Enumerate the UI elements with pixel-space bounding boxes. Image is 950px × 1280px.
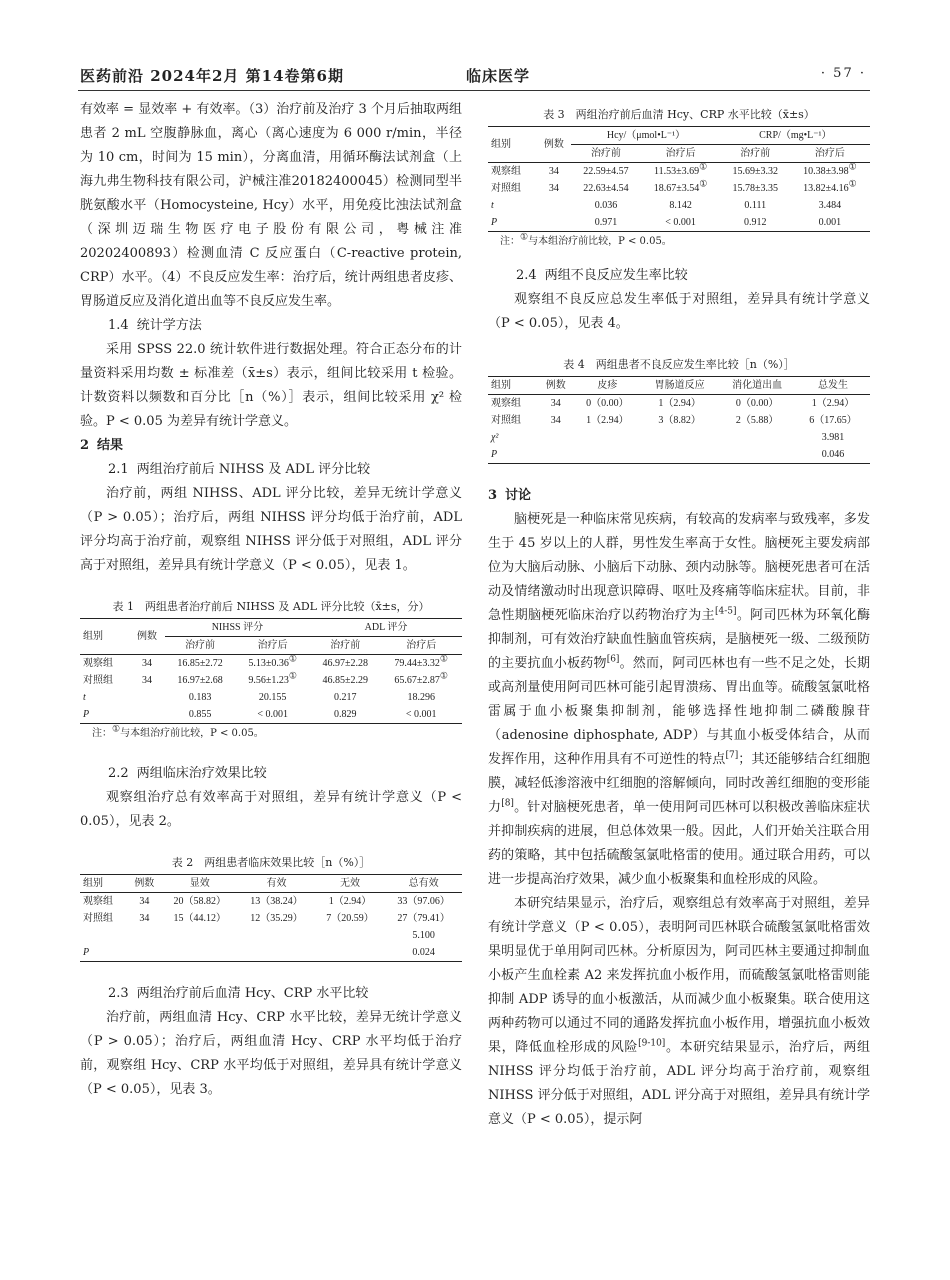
cell: 0.111 [744, 200, 767, 211]
cell: 对照组 [83, 675, 113, 686]
cell: χ² [491, 432, 499, 443]
cell: 8.142 [669, 200, 692, 211]
cell [641, 163, 721, 181]
table-3-caption: 表 3 两组治疗前后血清 Hcy、CRP 水平比较（x̄±s） [543, 108, 815, 121]
cell: 46.85±2.29 [322, 675, 368, 686]
cell [238, 944, 315, 962]
cell: 观察组 [491, 398, 521, 409]
cell-value: 79.44±3.32 [394, 658, 440, 669]
col-header: 治疗前 [165, 637, 235, 655]
heading-3 [488, 484, 870, 508]
statistics-paragraph: 采用 SPSS 22.0 统计软件进行数据处理。符合正态分布的计量资料采用均数 ± 标准差（x̄±s）表示，组间比较采用 t 检验。计数资料以频数和百分比［n（%）］表示，组间比较采用 χ² 检验。P < 0.05 为差异有统计学意义。 [80, 342, 462, 429]
text-run: ；其还能够结合红细胞膜，减轻低渗溶液中红细胞的溶解倾向，同时改善红细胞的变形能力 [488, 752, 870, 815]
cell [790, 180, 870, 197]
cell [718, 429, 796, 446]
result-paragraph-1: 治疗前，两组 NIHSS、ADL 评分比较，差异无统计学意义（P > 0.05）；治疗后，两组 NIHSS 评分均低于治疗前，ADL 评分均高于治疗前，观察组 NIHSS 评分低于对照组，ADL 评分高于对照组，差异具有统计学意义（P < 0.05），见表 1。 [80, 486, 462, 573]
cell [641, 446, 719, 464]
footnote-mark: ① [288, 653, 297, 664]
footnote-mark: ① [520, 232, 529, 243]
cell: 27（79.41） [397, 913, 450, 924]
cell [641, 180, 721, 197]
cell [235, 672, 310, 689]
col-header: CRP/（mg•L⁻¹） [721, 127, 870, 145]
cell: 22.59±4.57 [583, 166, 629, 177]
cell: 34 [139, 896, 150, 907]
cell: P [80, 706, 129, 724]
heading-text: 两组不良反应发生率比较 [544, 268, 688, 283]
col-header: 治疗后 [380, 637, 462, 655]
cell-value: 13.82±4.16 [803, 183, 849, 194]
table-1 [80, 618, 462, 724]
table-4 [488, 376, 870, 464]
cell [538, 429, 574, 446]
cell-value: 5.13±0.36 [248, 658, 289, 669]
cell: 0.912 [721, 214, 790, 232]
citation: [6] [606, 654, 620, 665]
left-column [80, 98, 462, 1102]
cell: 16.97±2.68 [177, 675, 223, 686]
text-run: 。然而，阿司匹林也有一些不足之处，长期或高剂量使用阿司匹林可能引起胃溃疡、胃出血等。硫酸氢氯吡格雷属于血小板聚集抑制剂，能够选择性地抑制二磷酸腺苷（adenosine diphosphate, ADP）与其血小板受体结合，从而发挥作用，这种作用具有不可逆性的特点 [488, 656, 870, 767]
citation: [8] [501, 798, 514, 809]
cell: 34 [139, 913, 150, 924]
citation: [9-10] [638, 1038, 666, 1049]
col-header: 例数 [538, 377, 574, 395]
col-header: ADL 评分 [310, 619, 462, 637]
cell: 0.829 [310, 706, 380, 724]
cell [161, 944, 238, 962]
cell [238, 927, 315, 944]
table-row [488, 429, 870, 446]
cell: 20（58.82） [173, 896, 227, 907]
cell: 15.69±3.32 [732, 166, 778, 177]
cell: t [83, 692, 86, 703]
heading-number: 2 [80, 438, 90, 453]
cell: 0.024 [385, 944, 462, 962]
heading-text: 两组临床治疗效果比较 [136, 766, 267, 781]
cell [129, 689, 165, 706]
cell: P [488, 214, 536, 232]
cell [790, 163, 870, 181]
cell: 对照组 [491, 415, 521, 426]
cell: 观察组 [83, 896, 113, 907]
cell [536, 197, 571, 214]
cell: 16.85±2.72 [177, 658, 223, 669]
table-row [80, 689, 462, 706]
heading-2-3 [80, 982, 462, 1006]
text-run: 。阿司匹林为环氧化酶抑制剂，可有效治疗缺血性脑血管疾病，是脑梗死一级、二级预防的主要抗血小板药物 [488, 608, 870, 671]
cell: 3.981 [821, 432, 845, 443]
heading-text: 两组治疗前后血清 Hcy、CRP 水平比较 [136, 986, 369, 1001]
cell [641, 429, 719, 446]
cell: 1（2.94） [328, 896, 372, 907]
cell: 22.63±4.54 [583, 183, 629, 194]
col-header: 治疗后 [235, 637, 310, 655]
table-row [80, 655, 462, 673]
heading-2-2 [80, 762, 462, 786]
heading-text: 讨论 [505, 488, 532, 503]
cell: P [488, 446, 538, 464]
cell: 0.036 [594, 200, 618, 211]
table-row [80, 672, 462, 689]
table-row [488, 412, 870, 429]
footnote-mark: ① [439, 653, 448, 664]
col-header: 消化道出血 [718, 377, 796, 395]
cell: 0.001 [790, 214, 870, 232]
citation: [7] [725, 750, 739, 761]
col-header: 总发生 [796, 377, 870, 395]
table-4-caption: 表 4 两组患者不良反应发生率比较［n（%）］ [563, 358, 795, 371]
citation: [4-5] [714, 606, 737, 617]
cell-value: 9.56±1.23 [248, 675, 289, 686]
heading-number: 2.2 [108, 766, 129, 781]
cell: 0.046 [796, 446, 870, 464]
heading-2-1 [80, 458, 462, 482]
cell [574, 429, 641, 446]
text-run: 脑梗死是一种临床常见疾病，有较高的发病率与致残率，多发生于 45 岁以上的人群，男性发生率高于女性。脑梗死主要发病部位为大脑后动脉、小脑后下动脉、颈内动脉等。脑梗死患者可在活动及情绪激动时出现意识障碍、呕吐及疼痛等临床症状。目前，非急性期脑梗死临床治疗以药物治疗为主 [488, 512, 870, 623]
table-row [80, 910, 462, 927]
cell: 2（5.88） [735, 415, 779, 426]
table-row [488, 180, 870, 197]
heading-number: 2.1 [108, 462, 129, 477]
table-row [80, 706, 462, 724]
heading-2-4 [488, 264, 870, 288]
col-header: 组别 [80, 619, 129, 655]
cell: 33（97.06） [397, 896, 450, 907]
heading-1-4 [80, 314, 462, 338]
cell: P [80, 944, 127, 962]
table-row [80, 893, 462, 911]
note-prefix: 注： [500, 236, 520, 247]
col-header: Hcy/（μmol•L⁻¹） [571, 127, 720, 145]
cell: 观察组 [83, 658, 113, 669]
footnote-mark: ① [699, 161, 708, 172]
cell: 对照组 [491, 183, 521, 194]
heading-2 [80, 434, 462, 458]
result-paragraph-4: 观察组不良反应总发生率低于对照组，差异具有统计学意义（P < 0.05），见表 4。 [488, 292, 870, 331]
cell: 1（2.94） [658, 398, 701, 409]
cell: 3（8.82） [658, 415, 701, 426]
cell: 34 [142, 675, 153, 686]
col-header: 有效 [238, 875, 315, 893]
cell: < 0.001 [235, 706, 310, 724]
col-header: 例数 [536, 127, 571, 163]
cell [127, 944, 161, 962]
heading-number: 3 [488, 488, 498, 503]
col-header: 组别 [488, 127, 536, 163]
cell [315, 927, 385, 944]
col-header: 总有效 [385, 875, 462, 893]
text-run: 本研究结果显示，治疗后，观察组总有效率高于对照组，差异有统计学意义（P < 0.05），表明阿司匹林联合硫酸氢氯吡格雷效果明显优于单用阿司匹林。分析原因为，阿司匹林主要通过抑制血小板产生血栓素 A2 来发挥抗血小板作用，而硫酸氢氯吡格雷则能抑制 ADP 诱导的血小板激活，从而减少血小板聚集。联合使用这两种药物可以通过不同的通路发挥抗血小板作用，增强抗血小板效果，降低血栓形成的风险 [488, 896, 870, 1055]
page-number: · 57 · [820, 66, 866, 81]
cell: 34 [142, 658, 153, 669]
cell [129, 706, 165, 724]
cell-value: 10.38±3.98 [803, 166, 849, 177]
col-header: 显效 [161, 875, 238, 893]
cell: 20.155 [258, 692, 287, 703]
cell: 34 [548, 183, 559, 194]
col-header: NIHSS 评分 [165, 619, 310, 637]
table-1-note [80, 726, 462, 742]
col-header: 治疗后 [790, 145, 870, 163]
cell: 7（20.59） [326, 913, 374, 924]
table-row [80, 927, 462, 944]
running-header [78, 62, 870, 91]
cell: 1（2.94） [586, 415, 629, 426]
footnote-mark: ① [288, 670, 297, 681]
section-title: 临床医学 [466, 67, 531, 85]
note-prefix: 注： [92, 728, 112, 739]
cell: 0.855 [165, 706, 235, 724]
cell [80, 927, 127, 944]
result-paragraph-3: 治疗前，两组血清 Hcy、CRP 水平比较，差异无统计学意义（P > 0.05）；治疗后，两组血清 Hcy、CRP 水平均低于治疗前，观察组 Hcy、CRP 水平均低于对照组，差异具有统计学意义（P < 0.05），见表 3。 [80, 1010, 462, 1097]
cell [536, 214, 571, 232]
cell: 15.78±3.35 [732, 183, 778, 194]
cell: 0（0.00） [586, 398, 629, 409]
cell: 12（35.29） [250, 913, 303, 924]
table-row [488, 197, 870, 214]
cell: 0.183 [188, 692, 212, 703]
footnote-mark: ① [439, 670, 448, 681]
cell: 观察组 [491, 166, 521, 177]
cell: 18.296 [407, 692, 435, 703]
cell: 0.217 [333, 692, 357, 703]
table-3 [488, 126, 870, 232]
col-header: 无效 [315, 875, 385, 893]
cell [235, 655, 310, 673]
footnote-mark: ① [699, 178, 708, 189]
col-header: 例数 [129, 619, 165, 655]
heading-number: 2.4 [516, 268, 537, 283]
table-3-note [488, 234, 870, 250]
col-header: 治疗前 [721, 145, 790, 163]
note-text: 与本组治疗前比较，P < 0.05。 [528, 236, 672, 247]
cell: 0（0.00） [735, 398, 779, 409]
table-2 [80, 874, 462, 962]
cell [380, 655, 462, 673]
col-header: 皮疹 [574, 377, 641, 395]
cell: 34 [548, 166, 559, 177]
right-column [488, 98, 870, 1132]
cell: t [491, 200, 494, 211]
cell [538, 446, 574, 464]
table-row [488, 395, 870, 413]
cell-value: 11.53±3.69 [653, 166, 700, 177]
journal-title: 医药前沿 2024年2月 第14卷第6期 [80, 67, 344, 85]
col-header: 治疗前 [310, 637, 380, 655]
table-row [488, 163, 870, 181]
cell: 1（2.94） [811, 398, 855, 409]
cell: 对照组 [83, 913, 113, 924]
cell-value: 18.67±3.54 [653, 183, 700, 194]
table-row [80, 944, 462, 962]
table-1-caption: 表 1 两组患者治疗前后 NIHSS 及 ADL 评分比较（x̄±s，分） [112, 600, 430, 613]
note-text: 与本组治疗前比较，P < 0.05。 [120, 728, 264, 739]
heading-number: 1.4 [108, 318, 129, 333]
cell: 6（17.65） [809, 415, 857, 426]
discussion-paragraph-2 [488, 892, 870, 1132]
cell: 34 [550, 415, 561, 426]
text-run: 。本研究结果显示，治疗后，两组 NIHSS 评分均低于治疗前，ADL 评分均高于治疗前，观察组 NIHSS 评分低于对照组，ADL 评分高于对照组，差异具有统计学意义（P < 0.05），提示阿 [488, 1040, 870, 1127]
cell [315, 944, 385, 962]
cell [127, 927, 161, 944]
col-header: 治疗前 [571, 145, 640, 163]
cell: 15（44.12） [173, 913, 227, 924]
col-header: 治疗后 [641, 145, 721, 163]
heading-text: 结果 [97, 438, 124, 453]
cell: 5.100 [412, 930, 435, 941]
heading-number: 2.3 [108, 986, 129, 1001]
col-header: 组别 [488, 377, 538, 395]
cell: 34 [550, 398, 561, 409]
col-header: 组别 [80, 875, 127, 893]
text-run: 。针对脑梗死患者，单一使用阿司匹林可以积极改善临床症状并抑制疾病的进展，但总体效果一般。因此，人们开始关注联合用药的策略，其中包括硫酸氢氯吡格雷的使用。通过联合用药，可以进一步提高治疗效果，减少血小板聚集和血栓形成的风险。 [488, 800, 870, 887]
cell: 0.971 [571, 214, 640, 232]
col-header: 例数 [127, 875, 161, 893]
footnote-mark: ① [112, 724, 121, 735]
footnote-mark: ① [848, 178, 857, 189]
cell: < 0.001 [641, 214, 721, 232]
table-row [488, 446, 870, 464]
cell-value: 65.67±2.87 [394, 675, 440, 686]
cell: 13（38.24） [250, 896, 303, 907]
discussion-paragraph-1 [488, 508, 870, 892]
cell: < 0.001 [380, 706, 462, 724]
heading-text: 两组治疗前后 NIHSS 及 ADL 评分比较 [136, 462, 371, 477]
footnote-mark: ① [848, 161, 857, 172]
cell [161, 927, 238, 944]
cell [574, 446, 641, 464]
table-row [488, 214, 870, 232]
methods-paragraph: 有效率 = 显效率 + 有效率。（3）治疗前及治疗 3 个月后抽取两组患者 2 mL 空腹静脉血，离心（离心速度为 6 000 r/min，半径为 10 cm，时间为 15 min），分离血清，用循环酶法试剂盒（上海九弗生物科技有限公司，沪械注准20182400045）检测同型半胱氨酸水平（Homocysteine, Hcy）水平，用免疫比浊法试剂盒（深圳迈瑞生物医疗电子股份有限公司，粤械注准 20202400893）检测血清 C 反应蛋白（C-reactive protein, CRP）水平。（4）不良反应发生率：治疗后，统计两组患者皮疹、胃肠道反应及消化道出血等不良反应发生率。 [80, 102, 462, 309]
result-paragraph-2: 观察组治疗总有效率高于对照组，差异有统计学意义（P < 0.05），见表 2。 [80, 790, 462, 829]
cell [718, 446, 796, 464]
table-2-caption: 表 2 两组患者临床效果比较［n（%）］ [171, 856, 371, 869]
cell: 3.484 [818, 200, 842, 211]
cell: 46.97±2.28 [322, 658, 368, 669]
col-header: 胃肠道反应 [641, 377, 719, 395]
cell [380, 672, 462, 689]
heading-text: 统计学方法 [136, 318, 202, 333]
